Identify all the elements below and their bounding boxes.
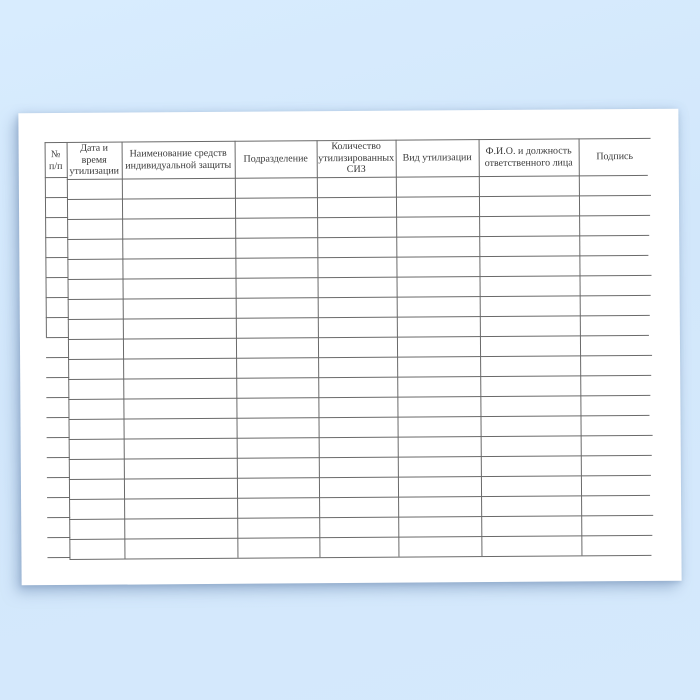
table-row-line [68,415,649,420]
table-row-line [69,535,652,540]
table-column-line [396,140,400,557]
table-row-line [69,475,651,480]
table-row-line-left-segment [46,277,69,278]
column-header-disposal-datetime: Дата и время утилизации [69,142,120,178]
table-row-line-left-segment [46,377,69,378]
table-row-line-left-segment [45,217,68,218]
disposal-log-table [45,138,654,559]
table-column-line [579,138,583,555]
table-row-line-left-segment [46,297,69,298]
table-row-line [68,335,649,340]
table-row-line-left-segment [46,337,69,338]
table-row-line-left-segment [45,197,68,198]
table-row-line [69,435,653,440]
table-row-line [68,315,650,320]
table-row-line-left-segment [47,497,70,498]
table-row-line-left-segment [46,417,69,418]
document-page [18,109,681,586]
table-row-line [68,275,652,280]
table-row-line-left-segment [47,437,70,438]
column-header-responsible-person: Ф.И.О. и должность ответственного лица [484,145,573,169]
table-row-line-left-segment [45,237,68,238]
table-row-line-left-segment [46,357,69,358]
table-column-line [479,139,483,556]
table-row-line-left-segment [47,477,70,478]
column-header-department: Подразделение [243,153,308,165]
table-row-line [68,395,650,400]
column-header-ppe-name: Наименование средств индивидуальной защиты [125,147,232,172]
column-header-serial-number: № п/п [48,149,63,172]
table-row-line-left-segment [46,397,69,398]
table-row-line-left-segment [45,257,68,258]
table-row-line-left-segment [47,537,70,538]
table-row-line [69,455,652,460]
table-column-line [122,142,126,559]
table-row-line-left-segment [47,457,70,458]
table-row-line [67,235,649,240]
table-row-line [69,555,651,560]
table-row-line [69,515,653,520]
table-row-line [68,295,651,300]
table-column-line [235,141,239,558]
table-row-line [68,355,652,360]
table-row-line-left-segment [46,317,69,318]
column-header-disposal-type: Вид утилизации [402,151,472,164]
table-row-line-left-segment [47,517,70,518]
table-row-line [67,255,648,260]
table-row-line [67,195,651,200]
table-row-line-left-segment [47,557,70,558]
table-row-line [68,375,651,380]
column-header-signature: Подпись [596,150,634,163]
table-row-line [69,495,650,500]
table-column-line [317,140,321,557]
column-header-disposed-quantity: Количество утилизированных СИЗ [318,141,395,176]
table-row-line [67,215,650,220]
table-row-line-left-segment [45,177,68,178]
